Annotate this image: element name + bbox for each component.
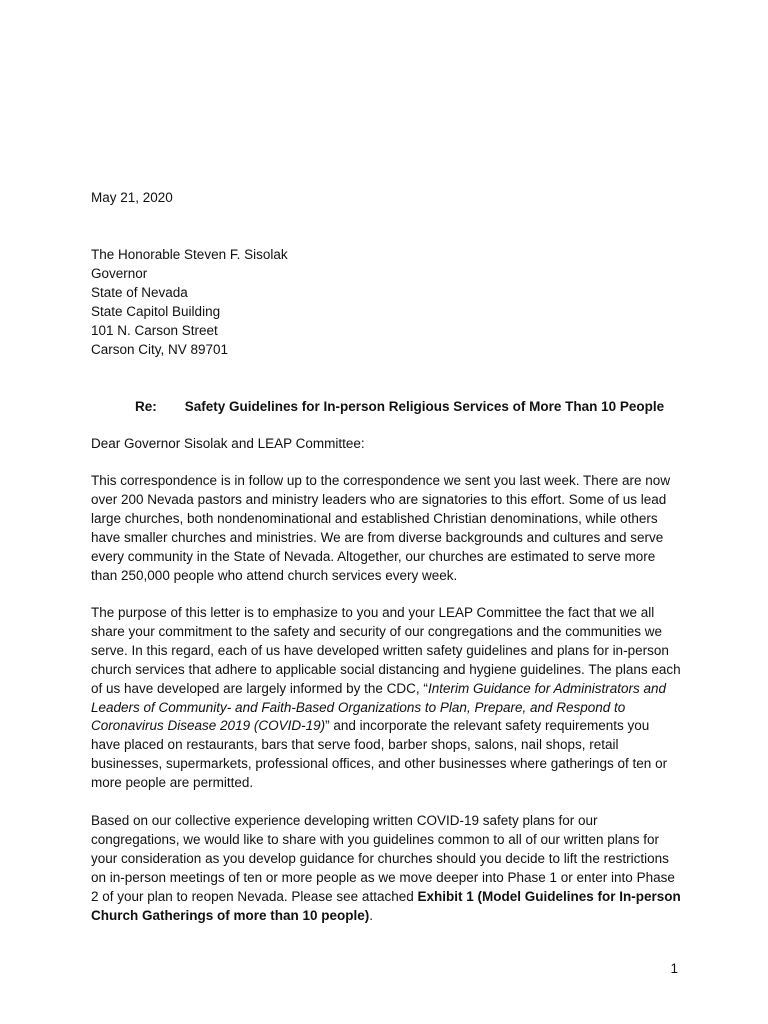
recipient-state: State of Nevada [91, 285, 188, 300]
paragraph-3 [91, 812, 681, 925]
paragraph-3-intro: Based on our collective experience developing written COVID-19 safety plans for our congregations, we would like to share with you guidelines common to all of our written plans for your consideration as you develop guidance for churches should you decide to lift the restrictions on in-person meetings of ten or more people as we move deeper into Phase 1 or enter into Phase 2 of your plan to reopen Nevada. Please see attached [91, 813, 675, 904]
recipient-street: 101 N. Carson Street [91, 323, 218, 338]
recipient-city: Carson City, NV 89701 [91, 342, 229, 357]
recipient-title: Governor [91, 266, 148, 281]
re-label: Re: [135, 399, 157, 414]
cdc-guidance-title: Interim Guidance for Administrators and Leaders of Community- and Faith-Based Organizations to Plan, Prepare, and Respond to Coronavirus Disease 2019 (COVID-19) [91, 680, 667, 734]
paragraph-2 [91, 604, 681, 793]
letter-date: May 21, 2020 [91, 190, 173, 205]
paragraph-1: This correspondence is in follow up to the correspondence we sent you last week. There are now over 200 Nevada pastors and ministry leaders who are signatories to this effort. Some of us lead large churches, both nondenominational and established Christian denominations, while others have smaller churches and ministries. We are from diverse backgrounds and cultures and serve every community in the State of Nevada. Altogether, our churches are estimated to serve more than 250,000 people who attend church services every week. [91, 473, 671, 583]
page-number: 1 [670, 961, 678, 976]
exhibit-reference: Exhibit 1 (Model Guidelines for In-person Church Gatherings of more than 10 people) [91, 888, 681, 923]
paragraph-2-intro: The purpose of this letter is to emphasize to you and your LEAP Committee the fact that we all share your commitment to the safety and security of our congregations and the communities we serve. In this regard, each of us have developed written safety guidelines and plans for in-person church services that adhere to applicable social distancing and hygiene guidelines. The plans each of us have developed are largely informed by the CDC, “ [91, 605, 681, 696]
subject-line [135, 397, 664, 416]
recipient-building: State Capitol Building [91, 304, 221, 319]
recipient-name: The Honorable Steven F. Sisolak [91, 247, 288, 262]
salutation: Dear Governor Sisolak and LEAP Committee: [91, 436, 365, 451]
paragraph-2-rest: ” and incorporate the relevant safety requirements you have placed on restaurants, bars that serve food, barber shops, salons, nail shops, retail businesses, supermarkets, professional offices, and other businesses where gatherings of ten or more people are permitted. [91, 718, 668, 791]
subject-text: Safety Guidelines for In-person Religious Services of More Than 10 People [184, 399, 665, 414]
paragraph-3-end: . [369, 907, 374, 923]
